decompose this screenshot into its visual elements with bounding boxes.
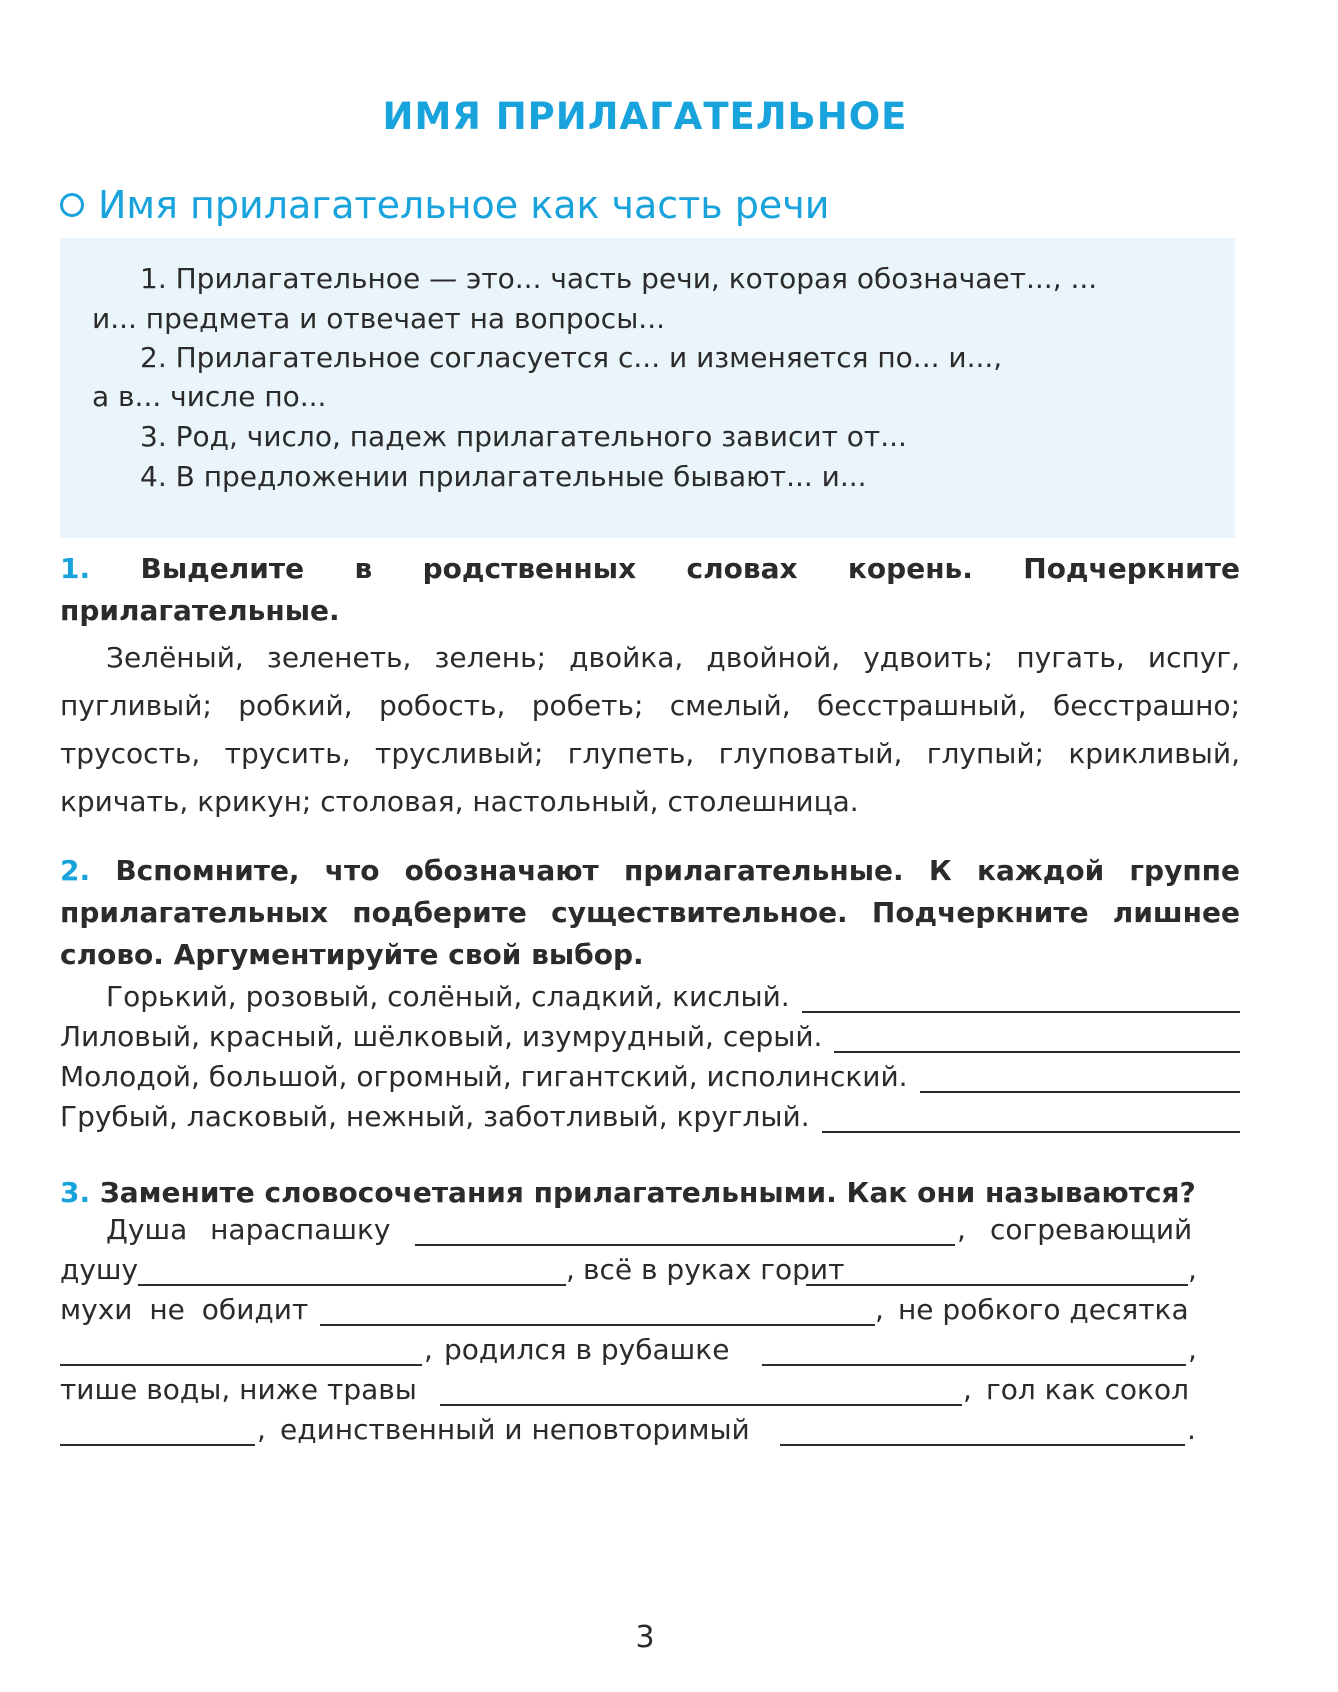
- answer-blank[interactable]: [780, 1442, 1185, 1446]
- phrase: душу: [60, 1253, 139, 1286]
- answer-row: [60, 1100, 1240, 1133]
- punctuation: ,: [1188, 1333, 1197, 1366]
- task-number: 3.: [60, 1176, 91, 1209]
- task-instruction: Вспомните, что обозначают прилагательные. К каждой группе прилагательных подберите существительное. Подчеркните лишнее слово. Аргументируйте свой выбор.: [60, 854, 1241, 971]
- rule-line: 2. Прилагательное согласуется с... и изменяется по... и...,: [140, 341, 1003, 374]
- phrase-row: [60, 1332, 1240, 1372]
- rule-line: 4. В предложении прилагательные бывают... и...: [140, 460, 867, 493]
- phrase-row: [60, 1372, 1240, 1412]
- punctuation: ,: [963, 1373, 972, 1406]
- answer-blank[interactable]: [415, 1242, 955, 1246]
- rule-line: и... предмета и отвечает на вопросы...: [92, 302, 666, 335]
- phrase-row: [60, 1212, 1240, 1252]
- answer-blank[interactable]: [834, 1023, 1240, 1053]
- phrase: гол как сокол: [986, 1373, 1189, 1406]
- punctuation: ,: [424, 1333, 433, 1366]
- punctuation: .: [1187, 1413, 1196, 1446]
- answer-blank[interactable]: [138, 1282, 566, 1286]
- rule-line: а в... числе по...: [92, 380, 327, 413]
- punctuation: ,: [875, 1293, 884, 1326]
- task-number: 2.: [60, 854, 91, 887]
- phrase: Душа нараспашку: [106, 1213, 391, 1246]
- phrase-row: [60, 1412, 1240, 1452]
- answer-blank[interactable]: [762, 1362, 1186, 1366]
- phrase: согревающий: [990, 1213, 1193, 1246]
- task-instruction: Замените словосочетания прилагательными. Как они называются?: [99, 1176, 1196, 1209]
- phrase: родился в рубашке: [444, 1333, 730, 1366]
- punctuation: ,: [257, 1413, 266, 1446]
- task-3-title: [60, 1172, 1240, 1214]
- task-1-title: [60, 548, 1240, 632]
- word-group: Молодой, большой, огромный, гигантский, исполинский.: [60, 1060, 908, 1093]
- answer-blank[interactable]: [802, 983, 1240, 1013]
- answer-blank[interactable]: [822, 1103, 1240, 1133]
- answer-blank[interactable]: [320, 1322, 875, 1326]
- rule-line: 1. Прилагательное — это... часть речи, которая обозначает..., ...: [140, 262, 1098, 295]
- answer-row: [60, 1060, 1240, 1093]
- word-group: Лиловый, красный, шёлковый, изумрудный, серый.: [60, 1020, 823, 1053]
- page-title: ИМЯ ПРИЛАГАТЕЛЬНОЕ: [382, 95, 908, 138]
- answer-blank[interactable]: [806, 1282, 1188, 1286]
- answer-blank[interactable]: [60, 1362, 422, 1366]
- punctuation: ,: [1188, 1253, 1197, 1286]
- task-number: 1.: [60, 552, 91, 585]
- punctuation: ,: [566, 1253, 575, 1286]
- answer-row: [60, 980, 1240, 1013]
- section-title: [60, 183, 829, 227]
- section-title-text: Имя прилагательное как часть речи: [98, 183, 830, 227]
- answer-blank[interactable]: [60, 1442, 255, 1446]
- phrase: мухи не обидит: [60, 1293, 309, 1326]
- phrase: всё в руках горит: [583, 1253, 845, 1286]
- phrase-row: [60, 1252, 1240, 1292]
- task-1-words: Зелёный, зеленеть, зелень; двойка, двойной, удвоить; пугать, испуг, пугливый; робкий, робость, робеть; смелый, бесстрашный, бесстрашно; трусость, трусить, трусливый; глупеть, глуповатый, глупый; крикливый, кричать, крикун; столовая, настольный, столешница.: [60, 641, 1240, 818]
- phrase-row: [60, 1292, 1240, 1332]
- page-number: 3: [635, 1620, 655, 1655]
- task-2-title: [60, 850, 1240, 976]
- word-group: Грубый, ласковый, нежный, заботливый, круглый.: [60, 1100, 810, 1133]
- phrase: не робкого десятка: [898, 1293, 1189, 1326]
- task-instruction: Выделите в родственных словах корень. Подчеркните прилагательные.: [60, 552, 1240, 627]
- phrase: тише воды, ниже травы: [60, 1373, 417, 1406]
- answer-row: [60, 1020, 1240, 1053]
- word-group: Горький, розовый, солёный, сладкий, кислый.: [106, 980, 790, 1013]
- rule-line: 3. Род, число, падеж прилагательного зависит от...: [140, 420, 907, 453]
- circle-bullet-icon: [60, 193, 84, 217]
- punctuation: ,: [957, 1213, 966, 1246]
- phrase: единственный и неповторимый: [280, 1413, 750, 1446]
- answer-blank[interactable]: [440, 1402, 962, 1406]
- answer-blank[interactable]: [920, 1063, 1240, 1093]
